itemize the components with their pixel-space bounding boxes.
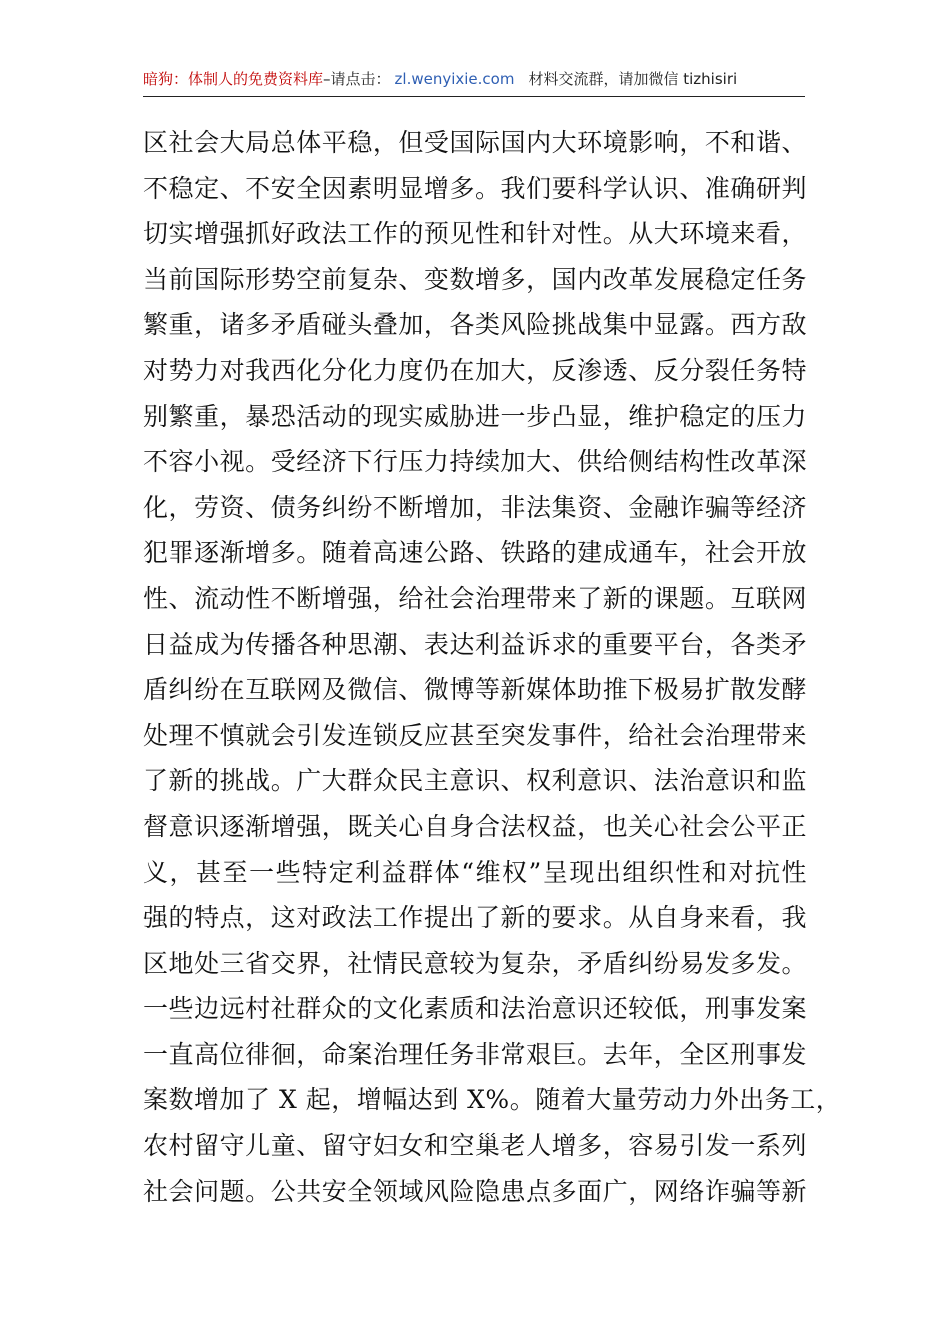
page-header	[143, 66, 805, 97]
header-note: 材料交流群，请加微信 tizhisiri	[528, 70, 738, 88]
body-line: 案数增加了 X 起，增幅达到 X%。随着大量劳动力外出务工，	[143, 1085, 842, 1115]
body-line: 对势力对我西化分化力度仍在加大，反渗透、反分裂任务特	[143, 355, 807, 385]
body-line: 了新的挑战。广大群众民主意识、权利意识、法治意识和监	[143, 766, 807, 796]
body-line: 繁重，诸多矛盾碰头叠加，各类风险挑战集中显露。西方敌	[143, 310, 807, 340]
body-line: 区社会大局总体平稳，但受国际国内大环境影响，不和谐、	[143, 128, 807, 157]
body-line: 一些边远村社群众的文化素质和法治意识还较低，刑事发案	[143, 994, 807, 1024]
body-line: 不稳定、不安全因素明显增多。我们要科学认识、准确研判	[143, 173, 807, 203]
header-brand: 暗狗：体制人的免费资料库	[143, 70, 324, 88]
body-line: 农村留守儿童、留守妇女和空巢老人增多，容易引发一系列	[143, 1131, 807, 1161]
body-line: 切实增强抓好政法工作的预见性和针对性。从大环境来看，	[143, 219, 807, 249]
body-line: 日益成为传播各种思潮、表达利益诉求的重要平台，各类矛	[143, 629, 807, 659]
body-line: 不容小视。受经济下行压力持续加大、供给侧结构性改革深	[143, 447, 807, 477]
body-line: 督意识逐渐增强，既关心自身合法权益，也关心社会公平正	[143, 811, 807, 841]
body-line: 区地处三省交界，社情民意较为复杂，矛盾纠纷易发多发。	[143, 948, 807, 978]
header-link[interactable]: zl.wenyixie.com	[394, 70, 515, 88]
body-line: 强的特点，这对政法工作提出了新的要求。从自身来看，我	[143, 903, 807, 933]
body-line: 当前国际形势空前复杂、变数增多，国内改革发展稳定任务	[143, 264, 807, 294]
header-prompt: –请点击：	[323, 70, 391, 88]
body-line: 犯罪逐渐增多。随着高速公路、铁路的建成通车，社会开放	[143, 538, 807, 568]
body-line: 义，甚至一些特定利益群体“维权”呈现出组织性和对抗性	[143, 857, 807, 887]
body-line: 化，劳资、债务纠纷不断增加，非法集资、金融诈骗等经济	[143, 492, 807, 522]
document-body	[143, 120, 842, 1214]
body-line: 处理不慎就会引发连锁反应甚至突发事件，给社会治理带来	[143, 720, 807, 750]
body-line: 社会问题。公共安全领域风险隐患点多面广，网络诈骗等新	[143, 1176, 807, 1206]
body-line: 盾纠纷在互联网及微信、微博等新媒体助推下极易扩散发酵	[143, 675, 807, 705]
body-line: 一直高位徘徊，命案治理任务非常艰巨。去年，全区刑事发	[143, 1039, 807, 1069]
body-line: 性、流动性不断增强，给社会治理带来了新的课题。互联网	[143, 583, 807, 613]
body-line: 别繁重，暴恐活动的现实威胁进一步凸显，维护稳定的压力	[143, 401, 807, 431]
